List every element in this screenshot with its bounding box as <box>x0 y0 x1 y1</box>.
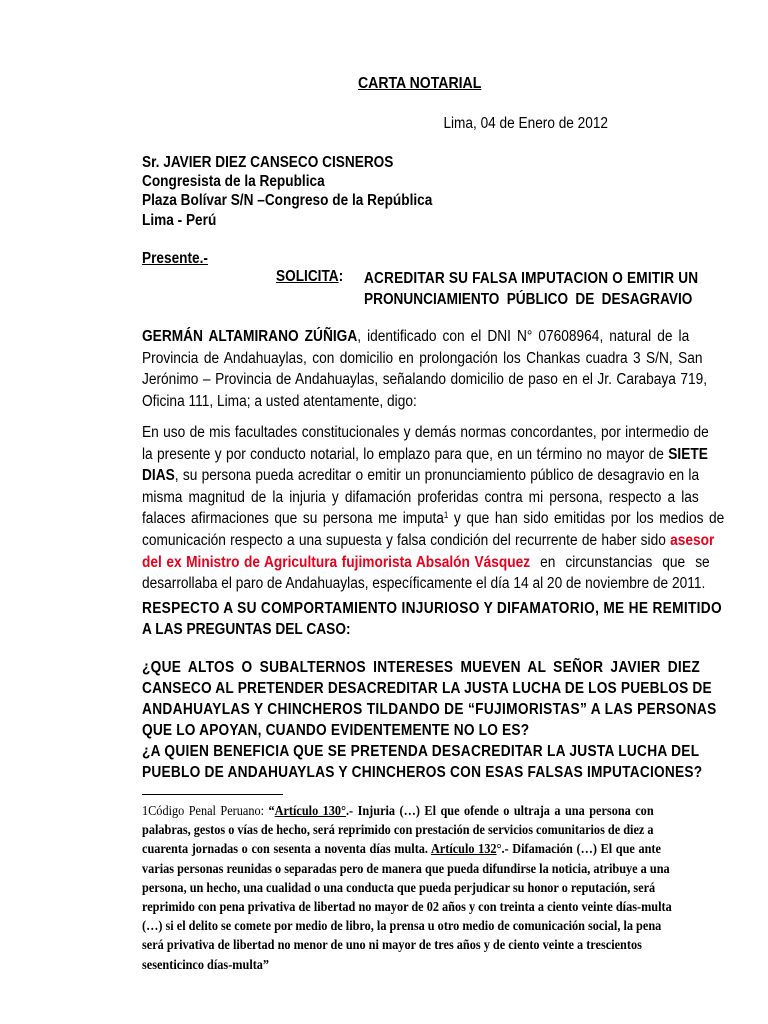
recipient-city: Lima - Perú <box>142 211 217 229</box>
term-days-part2: DIAS <box>142 467 175 485</box>
recipient-address: Plaza Bolívar S/N –Congreso de la República <box>142 192 433 210</box>
paragraph-identification: GERMÁN ALTAMIRANO ZÚÑIGA, identificado con el DNI N° 07608964, natural de la Provincia de Andahuaylas, con domicilio en prolongación los Chankas cuadra 3 S/N, San Jerónimo – Provincia de Andahuaylas, señalando domicilio de paso en el Jr. Carabaya 719, Oficina 111, Lima; a usted atentamente, digo: <box>142 328 708 410</box>
section-heading: RESPECTO A SU COMPORTAMIENTO INJURIOSO Y DIFAMATORIO, ME HE REMITIDO A LAS PREGUNTAS DEL CASO: <box>142 600 722 638</box>
article-130-ref: Artículo 130° <box>274 803 346 818</box>
place-date: Lima, 04 de Enero de 2012 <box>443 115 608 132</box>
recipient-position: Congresista de la Republica <box>142 173 325 191</box>
recipient-name: Sr. JAVIER DIEZ CANSECO CISNEROS <box>142 154 394 171</box>
recipient-block <box>142 153 472 230</box>
highlight-advisor-part2: del ex Ministro de Agricultura fujimorista Absalón Vásquez <box>142 553 531 571</box>
footnote-ref[interactable]: 1 <box>443 510 449 521</box>
solicita-label: SOLICITA: <box>276 268 344 285</box>
paragraph-request: En uso de mis facultades constitucionales y demás normas concordantes, por intermedio de la presente y por conducto notarial, lo emplazo para que, en un término no mayor de SIETE DIAS, su persona pueda acreditar o emitir un pronunciamiento público de desagravio en la misma magnitud de la injuria y difamación proferidas contra mi persona, respecto a las falaces afirmaciones que su persona me imputa$^1$ y que han sido emitidas por los medios de comunicación respecto a una supuesta y falsa condición del recurrente de haber sido asesor del ex Ministro de Agricultura fujimorista Absalón Vásquez en circunstancias que se desarrollaba el paro de Andahuaylas, específicamente el día 14 al 20 de noviembre de 2011. <box>142 424 725 593</box>
term-days-part1: SIETE <box>668 445 708 463</box>
solicita-text: ACREDITAR SU FALSA IMPUTACION O EMITIR UN PRONUNCIAMIENTO PÚBLICO DE DESAGRAVIO <box>364 270 699 308</box>
footnote: 1Código Penal Peruano: “Artículo 130°.- Injuria (…) El que ofende o ultraja a una persona con palabras, gestos o vías de hecho, será reprimido con prestación de servicios comunitarios de diez a cuarenta jornadas o con sesenta a noventa días multa. Artículo 132°.- Difamación (…) El que ante varias personas reunidas o separadas pero de manera que pueda difundirse la noticia, atribuye a una persona, un hecho, una cualidad o una conducta que pueda perjudicar su honor o reputación, será reprimido con pena privativa de libertad no mayor de 02 años y con treinta a ciento veinte días-multa (…) si el delito se comete por medio de libro, la prensa u otro medio de comunicación social, la pena será privativa de libertad no menor de uno ni mayor de tres años y de ciento veinte a trescientos sesenticinco días-multa” <box>142 803 672 972</box>
article-132-ref: Artículo 132 <box>430 841 497 857</box>
presente-label: Presente.- <box>142 250 208 267</box>
questions-block: ¿QUE ALTOS O SUBALTERNOS INTERESES MUEVEN AL SEÑOR JAVIER DIEZ CANSECO AL PRETENDER DESACREDITAR LA JUSTA LUCHA DE LOS PUEBLOS DE ANDAHUAYLAS Y CHINCHEROS TILDANDO DE “FUJIMORISTAS” A LAS PERSONAS QUE LO APOYAN, CUANDO EVIDENTEMENTE NO LO ES? ¿A QUIEN BENEFICIA QUE SE PRETENDA DESACREDITAR LA JUSTA LUCHA DEL PUEBLO DE ANDAHUAYLAS Y CHINCHEROS CON ESAS FALSAS IMPUTACIONES? <box>142 659 717 781</box>
highlight-advisor-part1: asesor <box>670 531 715 549</box>
footnote-separator <box>142 794 283 795</box>
document-title: CARTA NOTARIAL <box>358 75 482 92</box>
sender-name: GERMÁN ALTAMIRANO ZÚÑIGA <box>142 328 358 345</box>
